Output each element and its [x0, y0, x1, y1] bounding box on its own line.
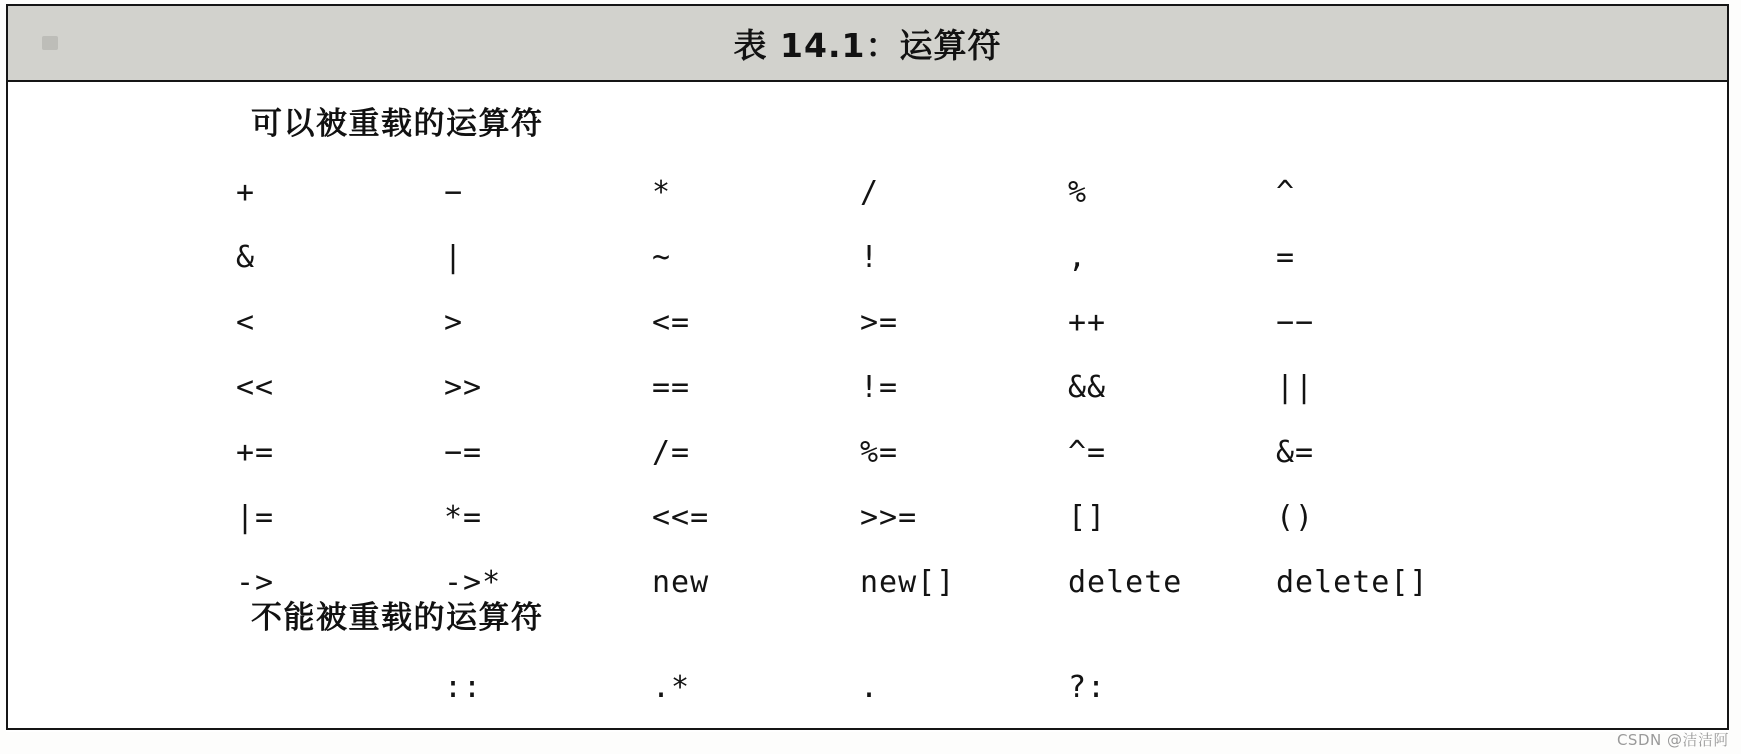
operator-cell: !=	[860, 369, 899, 405]
table-caption-bar	[6, 4, 1729, 82]
operator-cell: .*	[652, 670, 691, 705]
operator-cell: ||	[1276, 369, 1315, 405]
operator-cell: ->*	[444, 564, 502, 600]
operator-cell: +	[236, 174, 256, 210]
operator-cell: *	[652, 174, 672, 210]
operator-cell: ^	[1276, 174, 1296, 210]
operator-cell: <=	[652, 304, 691, 340]
operator-cell: .	[860, 670, 880, 705]
operator-cell: new[]	[860, 564, 956, 600]
operator-cell: >=	[860, 304, 899, 340]
operator-cell: >	[444, 304, 464, 340]
operator-cell: |=	[236, 499, 275, 535]
operator-cell: <<=	[652, 499, 710, 535]
overloadable-operator-grid	[236, 160, 1656, 615]
operator-cell: ==	[652, 369, 691, 405]
operator-cell: ,	[1068, 239, 1088, 275]
operator-cell: delete[]	[1276, 564, 1429, 600]
operator-cell: ^=	[1068, 434, 1107, 470]
operator-cell: ::	[444, 670, 483, 705]
operator-cell: ?:	[1068, 670, 1107, 705]
operator-cell: /=	[652, 434, 691, 470]
operator-cell: >>	[444, 369, 483, 405]
operator-cell: |	[444, 239, 464, 275]
table-caption: 表 14.1：运算符	[733, 25, 1002, 65]
operator-cell: %	[1068, 174, 1088, 210]
operator-cell: ++	[1068, 304, 1107, 340]
operator-cell: −=	[444, 434, 483, 470]
operator-cell: ->	[236, 564, 275, 600]
operator-cell: delete	[1068, 564, 1183, 600]
operator-cell: ~	[652, 239, 672, 275]
operator-cell: −	[444, 174, 464, 210]
operator-cell: *=	[444, 499, 483, 535]
operator-cell: <<	[236, 369, 275, 405]
operator-cell: ()	[1276, 499, 1315, 535]
operator-cell: &&	[1068, 369, 1107, 405]
operator-cell: new	[652, 564, 710, 600]
operator-cell: >>=	[860, 499, 918, 535]
operator-cell: %=	[860, 434, 899, 470]
watermark-text: CSDN @洁洁阿	[1616, 731, 1729, 749]
section-title-overloadable: 可以被重载的运算符	[251, 106, 544, 142]
operator-cell: &=	[1276, 434, 1315, 470]
not-overloadable-operator-grid	[236, 660, 1656, 716]
operator-cell: <	[236, 304, 256, 340]
operator-cell: /	[860, 174, 880, 210]
table-body	[6, 82, 1729, 730]
section-title-not-overloadable: 不能被重载的运算符	[251, 600, 544, 636]
operator-cell: !	[860, 239, 880, 275]
operator-cell: []	[1068, 499, 1107, 535]
caption-corner-mark	[42, 36, 58, 50]
operator-cell: −−	[1276, 304, 1315, 340]
operator-cell: =	[1276, 239, 1296, 275]
operator-table-figure	[6, 4, 1729, 732]
operator-cell: +=	[236, 434, 275, 470]
operator-cell: &	[236, 239, 256, 275]
